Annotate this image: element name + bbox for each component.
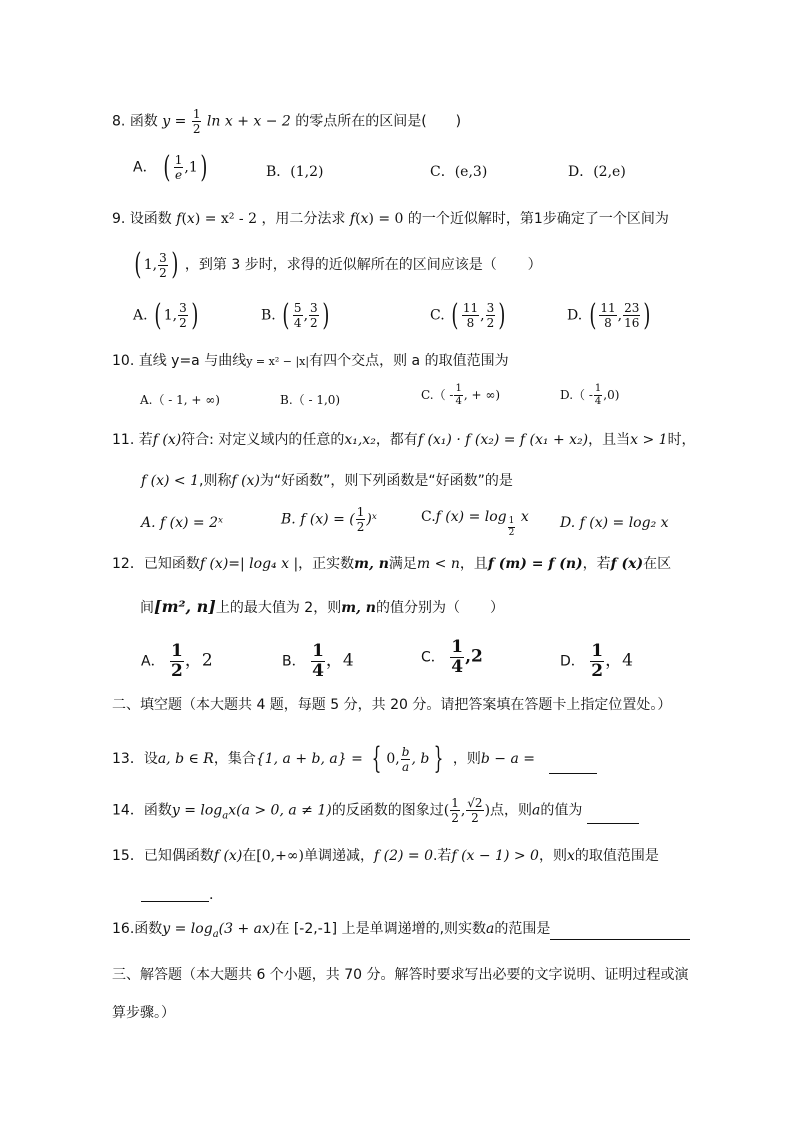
q9-optA-a: 1, [163,307,178,324]
q15-math-interval: [0,+∞) [256,848,304,864]
q11-option-b[interactable] [281,506,377,533]
q16-text-a: 16.函数 [112,921,163,937]
q11-text-g: ，且当 [588,432,631,448]
q13-math-ab: a, b ∈ R [157,751,214,767]
q8-frac-num: 1 [192,107,201,121]
q11-option-c-c: x [520,509,529,525]
q15-math-x: x [566,848,575,864]
q12-text-c: ，正实数 [298,556,355,572]
q9-option-d-label: D. [567,307,583,324]
q9-math-def: = x² - 2 [204,211,257,227]
q13-text-g: ，则 [452,751,481,767]
q15-text-k: 的取值范围是 [574,848,659,864]
q13-answer-blank[interactable] [549,759,597,774]
q10-optD-num: 1 [594,383,602,394]
q9-option-a[interactable]: A. ( 1, $\frac{3}{2}$ ) [133,298,199,333]
q9-option-c[interactable]: C. ( $\frac{11}{8}$ , $\frac{3}{2}$ ) [430,298,506,333]
q12-text-line2-e: 的值分别为（ [375,600,460,616]
q12-optC-num: 1 [451,637,464,657]
q8-optA-den: e [175,168,183,182]
q12-optD-den: 2 [591,661,604,681]
q12-text-g: ，且 [459,556,488,572]
q9-optB-d2: 2 [310,316,318,330]
q11-optB-den: 2 [356,520,365,534]
section3-heading-line2: 算步骤。） [112,1005,175,1021]
q11-math-fx-lt1: f (x) < 1 [141,473,199,489]
q10-option-b-text: B.（ - 1,0) [280,393,341,407]
q9-option-c-label: C. [430,307,445,324]
q8-math-expr: ln x + x − 2 [206,113,291,130]
q12-option-b[interactable] [282,643,354,680]
q12-optA-num: 1 [171,641,183,661]
q11-option-a[interactable] [141,515,223,531]
q12-option-d-b: ，4 [605,650,633,671]
q11-text-c: 符合: 对定义域内的任意的 [181,432,345,448]
q9-optA-den: 2 [179,316,187,330]
q8-optA-num: 1 [174,153,183,167]
q9-math-f: f [176,211,182,227]
q9-optB-d1: 4 [293,316,302,330]
q11-option-d[interactable] [560,515,669,531]
q14-text-d: 的反函数的图象过 [331,802,444,819]
q12-text-line2-c: 上的最大值为 2，则 [215,600,342,616]
q11-text-b: ,则称 [199,473,232,489]
q11-optC-num: 1 [508,516,515,526]
q11-option-a-text: A. f (x) = 2ˣ [141,515,223,531]
q14-frac2-num: √2 [467,796,483,810]
q14-paren-open: ( [443,802,450,819]
q10-optC-num: 1 [455,383,462,394]
q11-option-d-text: D. f (x) = log₂ x [560,515,669,531]
q12-line1 [112,557,671,571]
q12-option-c[interactable] [421,639,483,676]
q12-text-k: 在区 [643,556,672,572]
q13-frac-num: b [401,744,410,759]
q10-math-curve: y = x² − |x| [246,355,310,368]
q9-option-d[interactable]: D. ( $\frac{11}{8}$ , $\frac{23}{16}$ ) [567,298,651,333]
q15-period: . [209,887,214,903]
q15-text-i: ，则 [538,848,567,864]
q14-paren-close: ) [484,802,491,819]
q9-optD-n1: 11 [600,301,616,315]
q16-answer-blank[interactable] [550,925,690,940]
q14-text-a: 14．函数 [112,802,172,819]
q16-math-sub: a [212,928,219,940]
q16-math-b: y = log [162,921,213,937]
q9-interval-a: 1, [143,257,158,273]
q12-optC-den: 4 [451,657,464,677]
q8-optA-frac [174,154,184,181]
q12-line2 [140,599,504,615]
q9-optB-n1: 5 [293,301,302,315]
q8-text-a: 函数 [129,113,158,130]
q12-math-fx2: f (x) [610,556,644,572]
q9-option-b-label: B. [261,307,276,324]
q14-text-g: 点，则 [490,802,533,819]
q9-text-line2: ，到第 3 步时，求得的近似解所在的区间应该是（ [184,257,497,273]
q10-option-c[interactable] [421,384,500,407]
q14-math-a: a [532,802,541,819]
q10-optC-den: 4 [455,396,462,407]
q8-stem [112,108,461,135]
q9-line2: ( 1, $\frac{3}{2}$ ) ，到第 3 步时，求得的近似解所在的区间应该是（ ） [134,247,542,282]
q8-text-e: ) [455,113,462,130]
q12-option-d-label: D． [560,653,585,670]
section3-heading-line1: 三、解答题（本大题共 6 个小题，共 70 分。解答时要求写出必要的文字说明、证明过程或演 [112,967,689,983]
q12-option-a-label: A． [141,653,165,670]
q12-math-interval: [m², n] [154,597,216,616]
q14-math-sub: a [222,810,229,822]
section2-heading: 二、填空题（本大题共 4 题，每题 5 分，共 20 分。请把答案填在答题卡上指定位置处。） [112,697,672,713]
q10-option-d-a: D.（ - [560,388,593,402]
q12-math-mn: m, n [354,556,389,572]
q16-text-f: 的范围是 [494,921,551,937]
q13-frac-den: a [402,759,410,774]
q13-text-c: ，集合 [213,751,256,767]
q14-frac1-den: 2 [451,811,459,825]
q8-frac-den: 2 [192,122,201,136]
q9-optD-d2: 16 [624,316,640,330]
q8-fraction [192,108,202,135]
q13-line: 13．设a, b ∈ R，集合{1, a + b, a} = { 0, $\frac{b}{a}$ , b } ，则b − a = [112,744,597,774]
q12-option-b-label: B． [282,653,306,670]
q10-option-d-b: ,0) [603,388,620,402]
q11-option-c[interactable] [421,509,529,538]
q14-frac1-num: 1 [451,796,459,810]
q9-interval-num: 3 [159,250,167,265]
q12-option-c-label: C． [421,649,445,666]
q9-math-x: x [186,211,195,227]
q8-text-d: 的零点所在的区间是( [295,113,427,130]
q11-math-cond: x > 1 [630,432,668,448]
q11-option-c-b: f (x) = log [435,509,507,525]
q12-option-c-b: ,2 [465,646,483,667]
q8-option-c[interactable] [430,161,487,181]
q14-text-i: 的值为 [540,802,583,819]
q11-optC-den: 2 [508,528,515,538]
q8-option-a-label: A． [133,159,157,176]
q11-math-fx2: f (x) [231,473,260,489]
q12-text-line2-f: ） [489,600,504,616]
q14-math-b: y = log [171,802,223,819]
q9-option-b[interactable]: B. ( $\frac{5}{4}$ , $\frac{3}{2}$ ) [261,298,330,333]
q8-number: 8. [112,113,126,130]
q10-optD-den: 4 [594,396,602,407]
q9-text-line2-end: ） [527,257,542,273]
q12-text-e: 满足 [388,556,417,572]
q10-text-c: 有四个交点，则 a 的取值范围为 [309,353,509,369]
q12-optD-num: 1 [591,641,604,661]
q12-option-b-b: ，4 [325,650,354,671]
q9-interval-den: 2 [159,265,167,280]
q16-math-c: (3 + ax) [218,921,276,937]
q11-text-e: ，都有 [375,432,418,448]
q9-text-a: 9. 设函数 [112,211,172,227]
q8-option-d-text: D．(2,e) [568,164,626,180]
q8-math-y: y = [162,113,187,130]
q10-stem [112,354,509,368]
q10-option-c-b: , + ∞) [463,388,501,402]
q15-math-f2: f (2) = 0 [373,848,433,864]
q11-option-c-a: C. [421,509,436,525]
q9-math-eq: = 0 [378,211,404,227]
q9-optC-d1: 8 [466,316,475,330]
q16-math-a: a [486,921,495,937]
q13-math-h: b − a = [480,751,535,767]
q10-option-a[interactable] [140,391,220,408]
q9-optC-n1: 11 [462,301,479,315]
q13-math-e: 0, [386,751,400,767]
q11-option-b-a: B. f (x) = ( [281,511,355,528]
q14-frac2-den: 2 [471,811,479,825]
q14-answer-blank[interactable] [587,809,639,824]
q9-optD-d1: 8 [604,316,612,330]
q12-optB-den: 4 [312,661,324,681]
q9-line1: 9. 设函数 f(x) = x² - 2 ，用二分法求 f(x) = 0 的一个近似解时，第1步确定了一个区间为 [112,211,669,227]
q8-option-b[interactable] [266,161,323,181]
q9-optD-n2: 23 [624,301,640,315]
q15-text-c: 在 [242,848,257,864]
q10-text-a: 10. 直线 y=a 与曲线 [112,353,247,369]
q9-optB-n2: 3 [310,301,318,315]
q9-option-a-label: A. [133,307,148,324]
q8-option-a[interactable] [133,150,209,185]
q15-math-fx: f (x) [213,848,243,864]
q11-line2 [141,474,513,488]
q12-math-eq: f (m) = f (n) [487,556,583,572]
q13-math-set: {1, a + b, a} = [255,751,363,767]
q15-text-a: 15．已知偶函数 [112,848,214,864]
q16-line [112,922,690,940]
q12-text-line2-a: 间 [140,600,154,616]
q11-option-b-b: )ˣ [366,511,377,528]
q11-math-fx: f (x) [152,432,182,448]
q12-option-d[interactable] [560,643,633,680]
q8-option-c-text: C．(e,3) [430,164,488,180]
q8-optA-tail: ,1 [184,159,198,176]
q12-math-mn2: m, n [341,600,376,616]
q9-optA-num: 3 [179,301,187,315]
q13-text-a: 13．设 [112,751,158,767]
q9-optC-d2: 2 [486,316,495,330]
q15-line1 [112,849,659,863]
q12-text-i: ，若 [582,556,611,572]
q10-option-d[interactable] [560,384,619,407]
q16-text-d: 在 [-2,-1] 上是单调递增的,则实数 [275,921,487,937]
q11-text-d: 为“好函数”，则下列函数是“好函数”的是 [259,473,513,489]
q10-option-b[interactable] [280,391,340,408]
q12-text-a: 12．已知函数 [112,556,200,572]
q15-text-g: .若 [432,848,452,864]
q10-option-c-a: C.（ - [421,388,454,402]
q15-math-cond: f (x − 1) > 0 [451,848,539,864]
q12-option-a-b: ，2 [184,650,213,671]
q15-answer-blank[interactable] [141,887,209,902]
q11-text-a: 11. 若 [112,432,153,448]
q8-optA-lparen: ( [163,150,171,185]
q12-math-fx: f (x)=| log₄ x | [199,556,299,572]
q12-math-cond: m < n [416,556,460,572]
q12-optA-den: 2 [171,661,183,681]
q13-math-f: , b [411,751,430,767]
q12-optB-num: 1 [312,641,324,661]
q8-option-b-text: B．(1,2) [266,164,324,180]
q12-option-a[interactable] [141,643,213,680]
q9-text-e: ，用二分法求 [261,211,346,227]
q9-text-g: 的一个近似解时，第1步确定了一个区间为 [407,211,669,227]
q10-option-a-text: A.（ - 1, + ∞) [140,393,220,407]
q15-line2 [141,887,213,902]
q11-math-eq: f (x₁) · f (x₂) = f (x₁ + x₂) [417,432,589,448]
q8-optA-rparen: ) [200,150,208,185]
q15-text-e: 单调递减， [303,848,374,864]
q11-optB-num: 1 [356,505,365,519]
q14-line [112,797,639,824]
q8-option-d[interactable] [568,161,626,181]
q11-text-i: 时， [667,432,696,448]
q14-comma: , [460,802,466,819]
q9-optC-n2: 3 [486,301,495,315]
q11-line1 [112,433,696,447]
q14-math-c: x(a > 0, a ≠ 1) [228,802,332,819]
q11-math-x1x2: x₁,x₂ [344,432,376,448]
